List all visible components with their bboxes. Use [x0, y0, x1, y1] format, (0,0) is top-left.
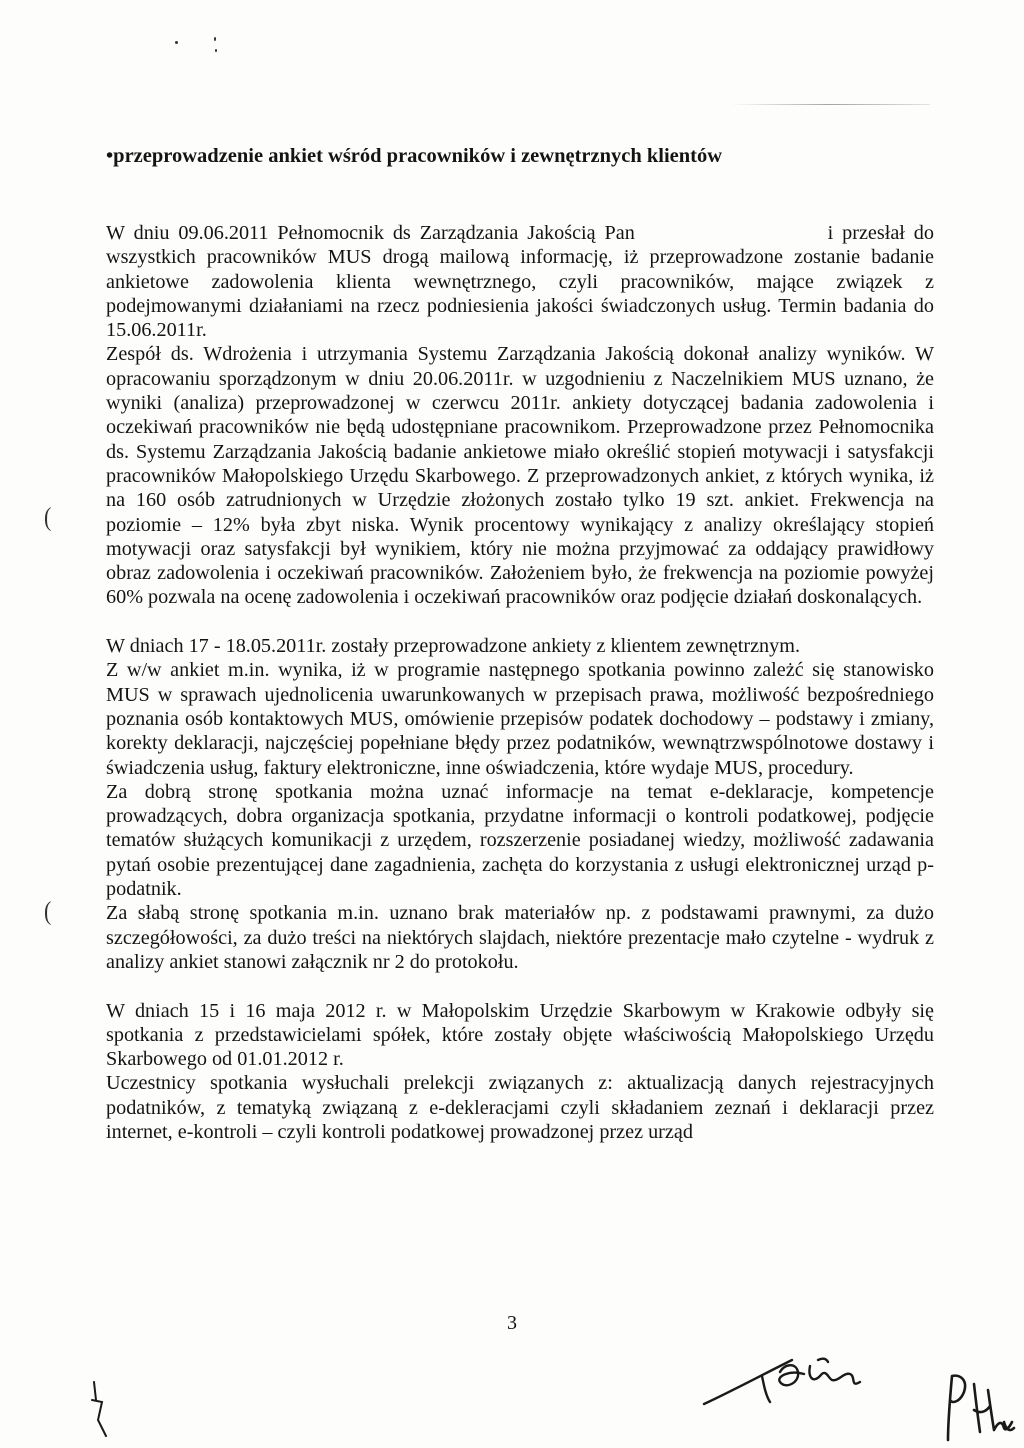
- scan-speck: [214, 37, 216, 41]
- paragraph: W dniach 15 i 16 maja 2012 r. w Małopolskim Urzędzie Skarbowym w Krakowie odbyły się spotkania z przedstawicielami spółek, które zostały objęte właściwością Małopolskiego Urzędu Skarbowego od 01.01.2012 r.: [106, 999, 934, 1071]
- paragraph-text: W dniu 09.06.2011 Pełnomocnik ds Zarządzania Jakością Pan: [106, 222, 635, 244]
- initial-mark-left: [86, 1378, 116, 1440]
- scan-speck: [215, 49, 217, 52]
- handwritten-signature: [700, 1352, 880, 1412]
- margin-mark: (: [44, 501, 52, 532]
- paragraph: Uczestnicy spotkania wysłuchali prelekcji związanych z: aktualizacją danych rejestracyjnych podatników, z tematyką związaną z e-dekleracjami czyli składaniem zeznań i deklaracji przez internet, e-kontroli – czyli kontroli podatkowej prowadzonej przez urząd: [106, 1072, 934, 1143]
- document-body: [106, 221, 934, 1144]
- paragraph: Za słabą stronę spotkania m.in. uznano brak materiałów np. z podstawami prawnymi, za dużo szczegółowości, za dużo treści na niektórych slajdach, niektóre prezentacje mało czytelne - wydruk z analizy ankiet stanowi załącznik nr 2 do protokołu.: [106, 902, 934, 973]
- scan-speck: [175, 41, 178, 44]
- paragraph: [106, 221, 934, 342]
- section-heading: •przeprowadzenie ankiet wśród pracowników i zewnętrznych klientów: [106, 145, 723, 167]
- handwritten-initials: [940, 1370, 1020, 1444]
- paragraph: W dniach 17 - 18.05.2011r. zostały przeprowadzone ankiety z klientem zewnętrznym.: [106, 635, 800, 658]
- paragraph-gap: [106, 610, 934, 634]
- paragraph-text: i przesłał do wszystkich pracowników MUS drogą mailową informację, iż przeprowadzone zostanie badanie ankietowe zadowolenia klienta wewnętrznego, czyli pracowników, mające związek z podejmowanymi działaniami na rzecz podniesienia jakości świadczonych usług. Termin badania do 15.06.2011r.: [106, 222, 934, 342]
- paragraph: Z w/w ankiet m.in. wynika, iż w programie następnego spotkania powinno zależć się stanowisko MUS w sprawach ujednolicenia uwarunkowanych w przepisach prawa, możliwość bezpośredniego poznania osób kontaktowych MUS, omówienie przepisów podatek dochodowy – podstawy i zmiany, korekty deklaracji, najczęściej popełniane błędy przez podatników, wewnątrzwspólnotowe dostawy i świadczenia usług, faktury elektroniczne, inne oświadczenia, które wydaje MUS, procedury.: [106, 659, 934, 779]
- margin-mark: (: [44, 895, 52, 926]
- scan-artifact-line: [730, 104, 930, 105]
- paragraph: Za dobrą stronę spotkania można uznać informacje na temat e-deklaracje, kompetencje prowadzących, dobra organizacja spotkania, przydatne informacji o kontroli podatkowej, podjęcie tematów służących komunikacji z urzędem, rozszerzenie posiadanej wiedzy, możliwość zadawania pytań osobie prezentującej dane zagadnienia, zachęta do korzystania z usługi elektronicznej urząd p- podatnik.: [106, 780, 934, 901]
- paragraph-gap: [106, 974, 934, 998]
- page-number: 3: [507, 1312, 517, 1334]
- paragraph: Zespół ds. Wdrożenia i utrzymania Systemu Zarządzania Jakością dokonał analizy wyników. W opracowaniu sporządzonym w dniu 20.06.2011r. w uzgodnieniu z Naczelnikiem MUS uznano, że wyniki (analiza) przeprowadzonej w czerwcu 2011r. ankiety dotyczącej badania zadowolenia i oczekiwań pracowników nie będą udostępniane pracownikom. Przeprowadzone przez Pełnomocnika ds. Systemu Zarządzania Jakością badanie ankietowe miało określić stopień motywacji i satysfakcji pracowników Małopolskiego Urzędu Skarbowego. Z przeprowadzonych ankiet, z których wynika, iż na 160 osób zatrudnionych w Urzędzie złożonych zostało tylko 19 szt. ankiet. Frekwencja na poziomie – 12% była zbyt niska. Wynik procentowy wynikający z analizy określający stopień motywacji oraz satysfakcji był wynikiem, który nie można przyjmować za oddający prawidłowy obraz zadowolenia i oczekiwań pracowników. Założeniem było, że frekwencja na poziomie powyżej 60% pozwala na ocenę zadowolenia i oczekiwań pracowników oraz podjęcie działań doskonalących.: [106, 343, 934, 609]
